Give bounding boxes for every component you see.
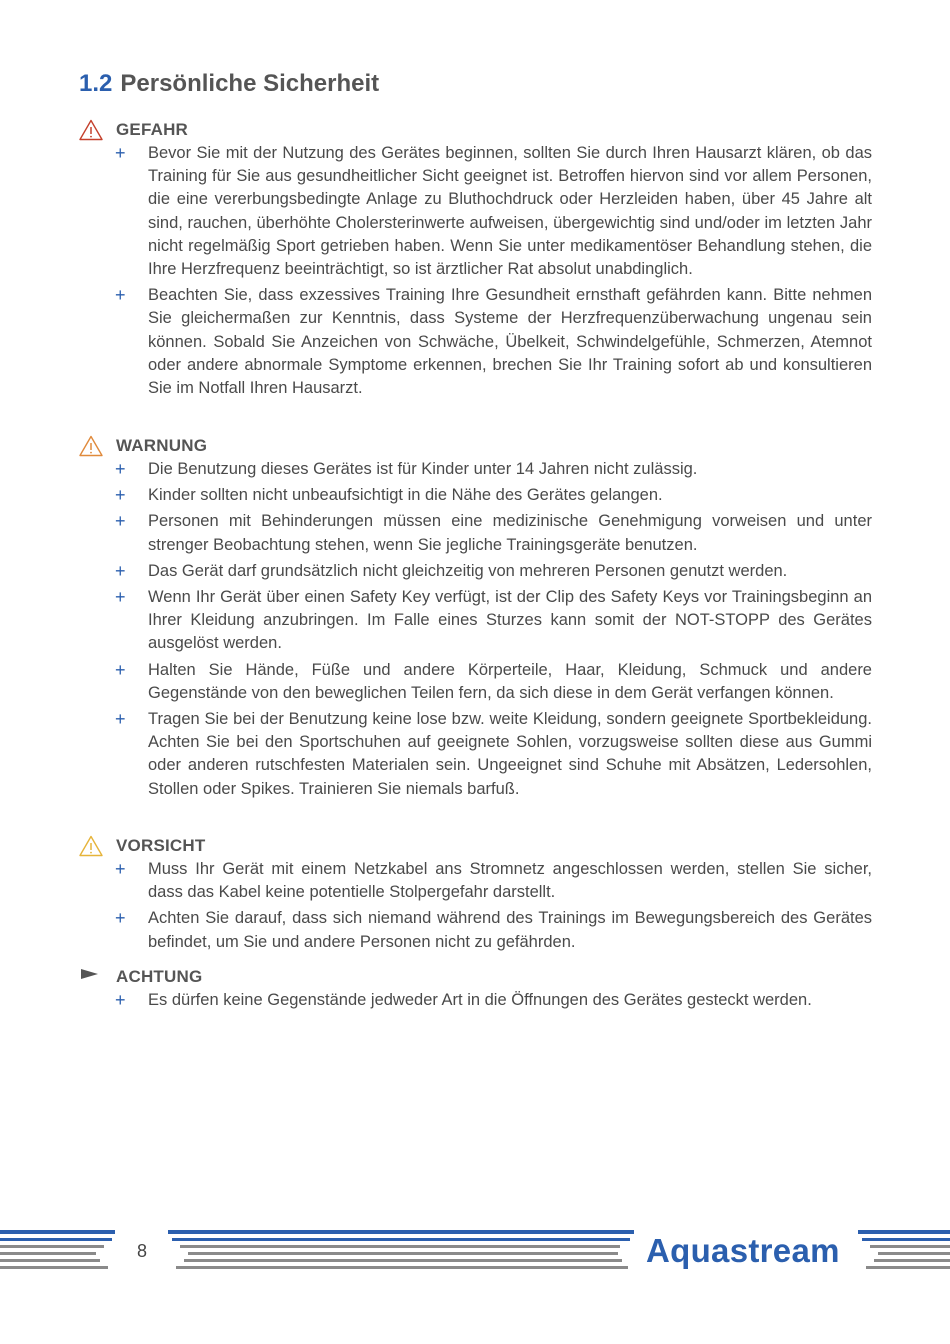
list-item xyxy=(79,484,872,507)
danger-triangle-icon xyxy=(79,119,103,141)
brand-logo: Aquastream xyxy=(646,1232,840,1269)
footer-stripe-right xyxy=(858,1230,950,1269)
item-list xyxy=(79,989,872,1012)
list-item xyxy=(79,858,872,904)
section-label: ACHTUNG xyxy=(116,967,203,986)
item-text: Das Gerät darf grundsätzlich nicht gleichzeitig von mehreren Personen genutzt werden. xyxy=(148,561,788,580)
plus-bullet-icon: + xyxy=(115,587,126,608)
warning-triangle-icon xyxy=(79,435,103,457)
list-item xyxy=(79,708,872,801)
section-gefahr xyxy=(79,119,872,403)
section-achtung xyxy=(79,966,872,1015)
plus-bullet-icon: + xyxy=(115,485,126,506)
item-list xyxy=(79,142,872,400)
plus-bullet-icon: + xyxy=(115,285,126,306)
plus-bullet-icon: + xyxy=(115,459,126,479)
list-item xyxy=(79,659,872,705)
section-header xyxy=(79,119,872,142)
plus-bullet-icon: + xyxy=(115,990,126,1010)
item-text: Kinder sollten nicht unbeaufsichtigt in die Nähe des Gerätes gelangen. xyxy=(148,486,663,505)
plus-bullet-icon: + xyxy=(115,859,126,879)
section-label: VORSICHT xyxy=(116,836,206,855)
item-list xyxy=(79,858,872,954)
plus-bullet-icon: + xyxy=(115,560,126,581)
plus-bullet-icon: + xyxy=(115,143,126,163)
plus-bullet-icon: + xyxy=(115,908,126,929)
item-text: Beachten Sie, dass exzessives Training Ihre Gesundheit ernsthaft gefährden kann. Bitte nehmen Sie gleichermaßen zur Kenntnis, dass Systeme der Herzfrequenzüberwachung ungenau sein können. Sobald Sie Anzeichen von Schwäche, Übelkeit, Schwindelgefühle, Schmerzen, Atemnot oder andere abnormale Symptome erkennen, brechen Sie Ihr Training sofort ab und konsultieren Sie im Notfall Ihren Hausarzt. xyxy=(148,286,872,398)
item-text: Bevor Sie mit der Nutzung des Gerätes beginnen, sollten Sie durch Ihren Hausarzt klären, ob das Training für Sie aus gesundheitlicher Sicht geeignet ist. Betroffen hiervon sind vor allem Personen, die eine vererbungsbedingte Anlage zu Bluthochdruck oder Herzleiden haben, über 45 Jahre alt sind, rauchen, überhöhte Cholersterinwerte aufweisen, übergewichtig sind und/oder im letzten Jahr nicht regelmäßig Sport getrieben haben. Wenn Sie unter medikamentöser Behandlung stehen, die Ihre Herzfrequenz beeinträchtigt, so ist ärztlicher Rat absolut unabdinglich. xyxy=(148,144,872,279)
plus-bullet-icon: + xyxy=(115,709,126,730)
list-item xyxy=(79,510,872,556)
section-label: GEFAHR xyxy=(116,120,189,139)
list-item xyxy=(79,142,872,281)
section-header xyxy=(79,435,872,458)
item-text: Wenn Ihr Gerät über einen Safety Key verfügt, ist der Clip des Safety Keys vor Trainingsbeginn an Ihrer Kleidung anzubringen. Im Falle eines Sturzes kann somit der NOT-STOPP des Gerätes ausgelöst werden. xyxy=(148,588,872,653)
item-text: Achten Sie darauf, dass sich niemand während des Trainings im Bewegungsbereich des Gerätes befindet, um Sie und andere Personen nicht zu gefährden. xyxy=(148,909,872,951)
item-text: Die Benutzung dieses Gerätes ist für Kinder unter 14 Jahren nicht zulässig. xyxy=(148,460,698,478)
item-text: Halten Sie Hände, Füße und andere Körperteile, Haar, Kleidung, Schmuck und andere Gegenstände von den beweglichen Teilen fern, da sich diese in dem Gerät verfangen können. xyxy=(148,660,872,702)
plus-bullet-icon: + xyxy=(115,511,126,532)
section-label: WARNUNG xyxy=(116,436,208,455)
list-item xyxy=(79,586,872,656)
section-warnung xyxy=(79,435,872,804)
section-header xyxy=(79,835,872,858)
list-item xyxy=(79,560,872,583)
item-text: Es dürfen keine Gegenstände jedweder Art in die Öffnungen des Gerätes gesteckt werden. xyxy=(148,991,812,1009)
item-text: Personen mit Behinderungen müssen eine medizinische Genehmigung vorweisen und unter strenger Beobachtung stehen, wenn Sie jegliche Trainingsgeräte benutzen. xyxy=(148,512,872,554)
list-item xyxy=(79,989,872,1012)
list-item xyxy=(79,458,872,481)
list-item xyxy=(79,284,872,400)
section-title: Persönliche Sicherheit xyxy=(120,70,380,97)
plus-bullet-icon: + xyxy=(115,659,126,680)
item-text: Tragen Sie bei der Benutzung keine lose bzw. weite Kleidung, sondern geeignete Sportbekleidung. Achten Sie bei den Sportschuhen auf geeignete Sohlen, vorzugsweise sollten diese aus Gummi oder anderen rutschfesten Materialen sein. Ungeeignet sind Schuhe mit Absätzen, Ledersohlen, Stollen oder Spikes. Trainieren Sie niemals barfuß. xyxy=(148,710,872,798)
item-list xyxy=(79,458,872,801)
section-number: 1.2 xyxy=(79,70,113,97)
section-vorsicht xyxy=(79,835,872,957)
footer-stripe-left xyxy=(0,1230,115,1269)
footer-stripe-middle xyxy=(168,1230,634,1269)
flag-pointer-icon xyxy=(79,966,103,988)
list-item xyxy=(79,907,872,953)
caution-triangle-icon xyxy=(79,835,103,857)
item-text: Muss Ihr Gerät mit einem Netzkabel ans Stromnetz angeschlossen werden, stellen Sie sicher, dass das Kabel keine potentielle Stolpergefahr darstellt. xyxy=(148,860,872,902)
page-title xyxy=(79,70,379,98)
section-header xyxy=(79,966,872,989)
page-number: 8 xyxy=(137,1241,148,1261)
